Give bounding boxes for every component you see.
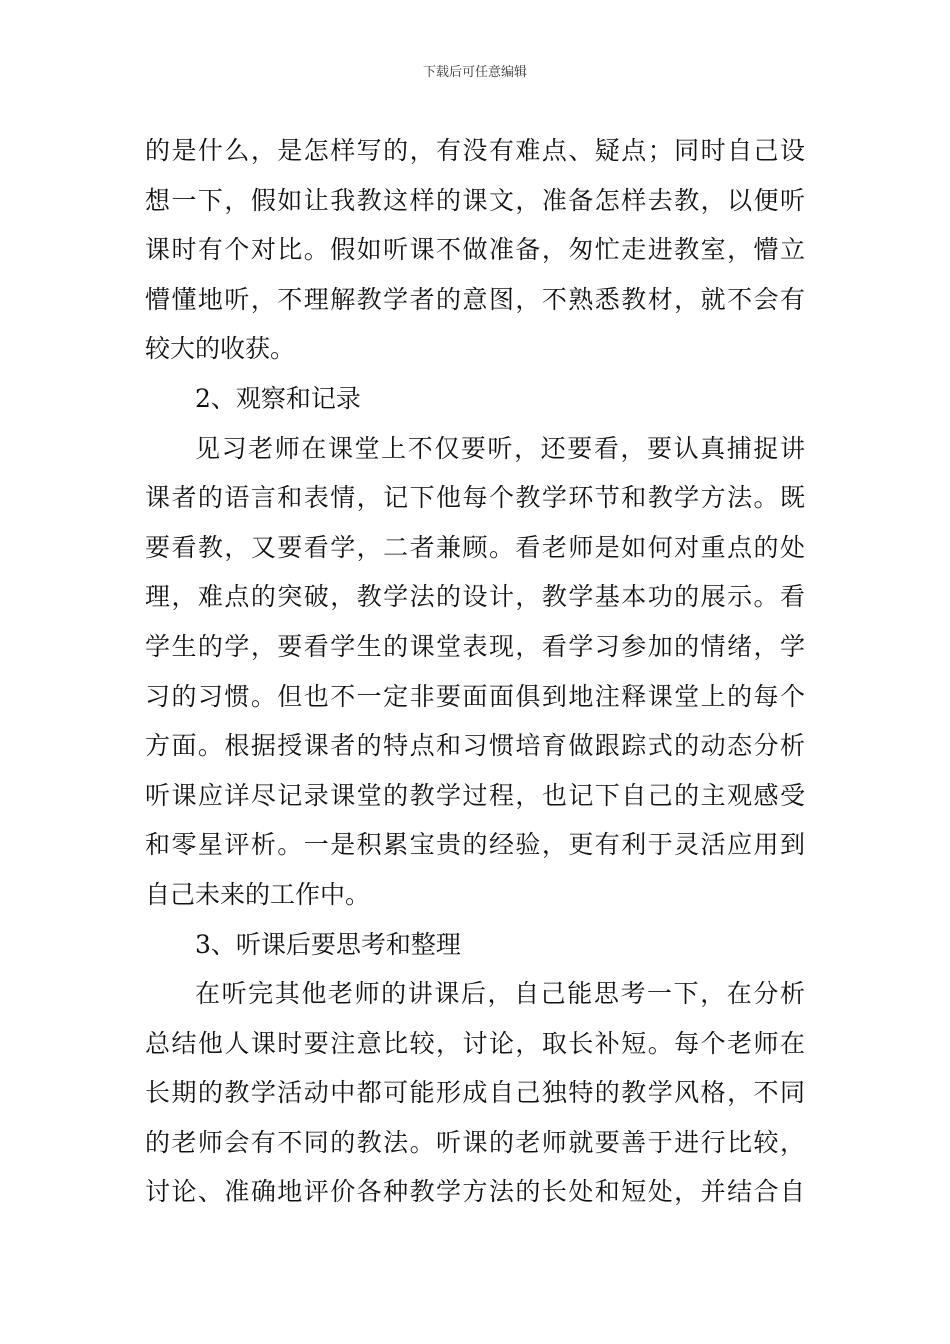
text-line: 课者的语言和表情，记下他每个教学环节和教学方法。既 bbox=[145, 483, 805, 513]
text-line: 见习老师在课堂上不仅要听，还要看，要认真捕捉讲 bbox=[195, 433, 805, 463]
text-line: 听课应详尽记录课堂的教学过程，也记下自己的主观感受 bbox=[145, 780, 805, 810]
text-line: 习的习惯。但也不一定非要面面俱到地注释课堂上的每个 bbox=[145, 681, 805, 711]
text-line: 方面。根据授课者的特点和习惯培育做跟踪式的动态分析 bbox=[145, 731, 805, 761]
text-line: 总结他人课时要注意比较，讨论，取长补短。每个老师在 bbox=[145, 1028, 805, 1058]
text-line: 讨论、准确地评价各种教学方法的长处和短处，并结合自 bbox=[145, 1177, 805, 1207]
text-line: 懵懂地听，不理解教学者的意图，不熟悉教材，就不会有 bbox=[145, 284, 805, 314]
text-line: 的是什么，是怎样写的，有没有难点、疑点；同时自己设 bbox=[145, 136, 805, 165]
text-line: 的老师会有不同的教法。听课的老师就要善于进行比较， bbox=[145, 1127, 805, 1157]
text-line: 理，难点的突破，教学法的设计，教学基本功的展示。看 bbox=[145, 582, 805, 612]
text-line: 学生的学，要看学生的课堂表现，看学习参加的情绪，学 bbox=[145, 631, 805, 661]
text-line: 和零星评析。一是积累宝贵的经验，更有利于灵活应用到 bbox=[145, 830, 805, 860]
body-text bbox=[145, 126, 805, 1217]
text-line: 要看教，又要看学，二者兼顾。看老师是如何对重点的处 bbox=[145, 532, 805, 562]
page-header: 下载后可任意编辑 bbox=[422, 65, 527, 80]
text-line: 2、观察和记录 bbox=[195, 383, 361, 413]
text-line: 想一下，假如让我教这样的课文，准备怎样去教，以便听 bbox=[145, 185, 805, 215]
text-line: 课时有个对比。假如听课不做准备，匆忙走进教室，懵立 bbox=[145, 235, 805, 265]
text-line: 自己未来的工作中。 bbox=[145, 879, 371, 909]
text-line: 3、听课后要思考和整理 bbox=[195, 929, 461, 959]
text-line: 长期的教学活动中都可能形成自己独特的教学风格，不同 bbox=[145, 1078, 805, 1108]
text-line: 在听完其他老师的讲课后，自己能思考一下，在分析 bbox=[195, 979, 805, 1009]
text-line: 较大的收获。 bbox=[145, 334, 296, 364]
